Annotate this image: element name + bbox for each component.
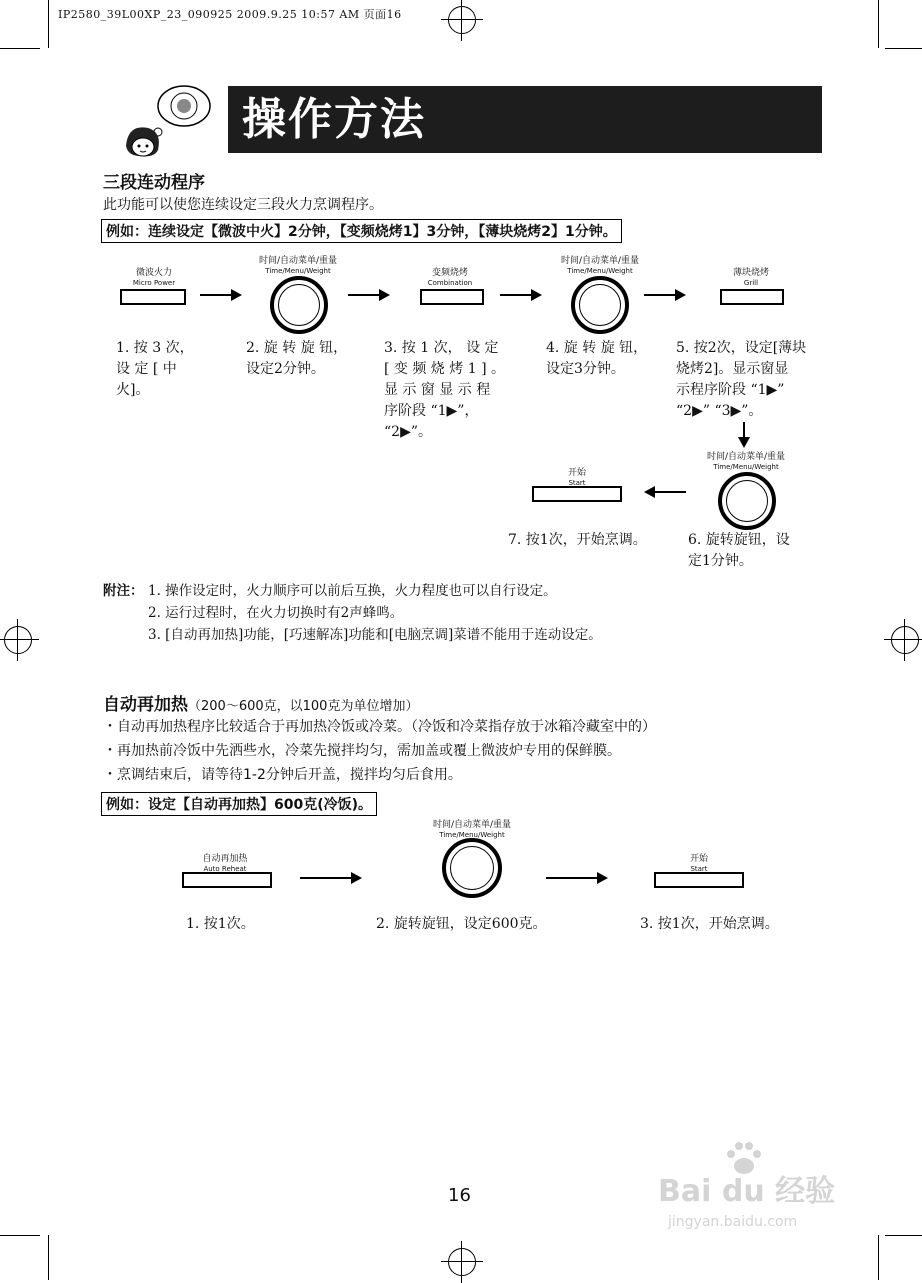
step-3: 3. 按 1 次， 设 定 [ 变 频 烧 烤 1 ] 。 显 示 窗 显 示 程 序阶段 “1▶”， “2▶”。: [384, 340, 505, 440]
time-menu-weight-dial[interactable]: [270, 276, 328, 334]
reheat-step-1: 1. 按1次。: [186, 916, 255, 932]
watermark-logo: Bai du 经验: [658, 1174, 836, 1209]
time-menu-weight-dial[interactable]: [718, 472, 776, 530]
time-menu-weight-dial[interactable]: [442, 838, 502, 898]
reheat-step-2: 2. 旋转旋钮，设定600克。: [376, 916, 547, 932]
registration-mark-icon: [448, 1248, 476, 1276]
arrow-right-icon: [500, 294, 540, 296]
step-6: 6. 旋转旋钮，设 定1分钟。: [688, 532, 790, 569]
crop-mark: [885, 48, 922, 49]
dial-caption: 时间/自动菜单/重量 Time/Menu/Weight: [560, 256, 640, 275]
bullet-item: ・烹调结束后，请等待1-2分钟后开盖，搅拌均匀后食用。: [103, 767, 462, 783]
start-caption: 开始 Start: [567, 468, 586, 487]
arrow-right-icon: [546, 877, 606, 879]
start-button[interactable]: [532, 486, 622, 502]
page-number: 16: [448, 1185, 471, 1206]
bullet-item: ・再加热前冷饭中先洒些水，冷菜先搅拌均匀，需加盖或覆上微波炉专用的保鲜膜。: [103, 743, 621, 759]
grill-caption: 薄块烧烤 Grill: [732, 268, 769, 287]
combination-button[interactable]: [420, 289, 484, 305]
arrow-down-icon: [743, 422, 745, 446]
crop-mark: [878, 0, 879, 48]
bullet-item: ・自动再加热程序比较适合于再加热冷饭或冷菜。（冷饭和冷菜指存放于冰箱冷藏室中的）: [103, 719, 656, 735]
dial-caption: 时间/自动菜单/重量 Time/Menu/Weight: [432, 820, 512, 839]
step-5: 5. 按2次，设定[薄块 烧烤2]。显示窗显 示程序阶段 “1▶” “2▶” “3▶”。: [676, 340, 807, 419]
section-title: 三段连动程序: [103, 173, 205, 193]
thinking-girl-icon: [118, 84, 218, 164]
note-item: 2. 运行过程时，在火力切换时有2声蜂鸣。: [148, 605, 404, 621]
auto-reheat-caption: 自动再加热 Auto Reheat: [202, 854, 248, 873]
step-4: 4. 旋 转 旋 钮， 设定3分钟。: [546, 340, 648, 377]
crop-mark: [0, 1235, 40, 1236]
arrow-right-icon: [644, 294, 684, 296]
reheat-step-3: 3. 按1次，开始烹调。: [640, 916, 779, 932]
start-caption: 开始 Start: [689, 854, 708, 873]
example-box: 例如：设定【自动再加热】600克(冷饭)。: [101, 792, 377, 816]
auto-reheat-button[interactable]: [182, 872, 272, 888]
crop-mark: [878, 1235, 879, 1280]
section-title: 自动再加热（200～600克，以100克为单位增加）: [103, 695, 419, 715]
arrow-right-icon: [348, 294, 388, 296]
start-button[interactable]: [654, 872, 744, 888]
example-box: 例如：连续设定【微波中火】2分钟，【变频烧烤1】3分钟，【薄块烧烤2】1分钟。: [101, 219, 622, 243]
crop-mark: [0, 48, 40, 49]
dial-caption: 时间/自动菜单/重量 Time/Menu/Weight: [258, 256, 338, 275]
crop-mark: [48, 0, 49, 48]
step-2: 2. 旋 转 旋 钮， 设定2分钟。: [246, 340, 348, 377]
arrow-left-icon: [646, 491, 686, 493]
arrow-right-icon: [300, 877, 360, 879]
registration-mark-icon: [4, 626, 32, 654]
note-item: 1. 操作设定时，火力顺序可以前后互换，火力程度也可以自行设定。: [148, 583, 557, 599]
micro-power-button[interactable]: [120, 289, 186, 305]
note-item: 3. [自动再加热]功能，[巧速解冻]功能和[电脑烹调]菜谱不能用于连动设定。: [148, 627, 602, 643]
micro-power-caption: 微波火力 Micro Power: [132, 268, 176, 287]
arrow-right-icon: [200, 294, 240, 296]
registration-mark-icon: [891, 626, 919, 654]
combination-caption: 变频烧烤 Combination: [427, 268, 473, 287]
step-7: 7. 按1次，开始烹调。: [508, 532, 647, 548]
time-menu-weight-dial[interactable]: [571, 276, 629, 334]
grill-button[interactable]: [720, 289, 784, 305]
page-title: 操作方法: [228, 86, 822, 153]
print-header: IP2580_39L00XP_23_090925 2009.9.25 10:57 AM 页面16: [58, 8, 402, 21]
paw-print-icon: [722, 1138, 766, 1178]
section-description: 此功能可以使您连续设定三段火力烹调程序。: [103, 197, 383, 213]
registration-mark-icon: [448, 6, 476, 34]
crop-mark: [48, 1235, 49, 1280]
watermark-url: jingyan.baidu.com: [668, 1214, 798, 1230]
notes-label: 附注：: [103, 583, 144, 599]
step-1: 1. 按 3 次， 设 定 [ 中 火]。: [116, 340, 194, 398]
dial-caption: 时间/自动菜单/重量 Time/Menu/Weight: [706, 452, 786, 471]
crop-mark: [885, 1235, 922, 1236]
